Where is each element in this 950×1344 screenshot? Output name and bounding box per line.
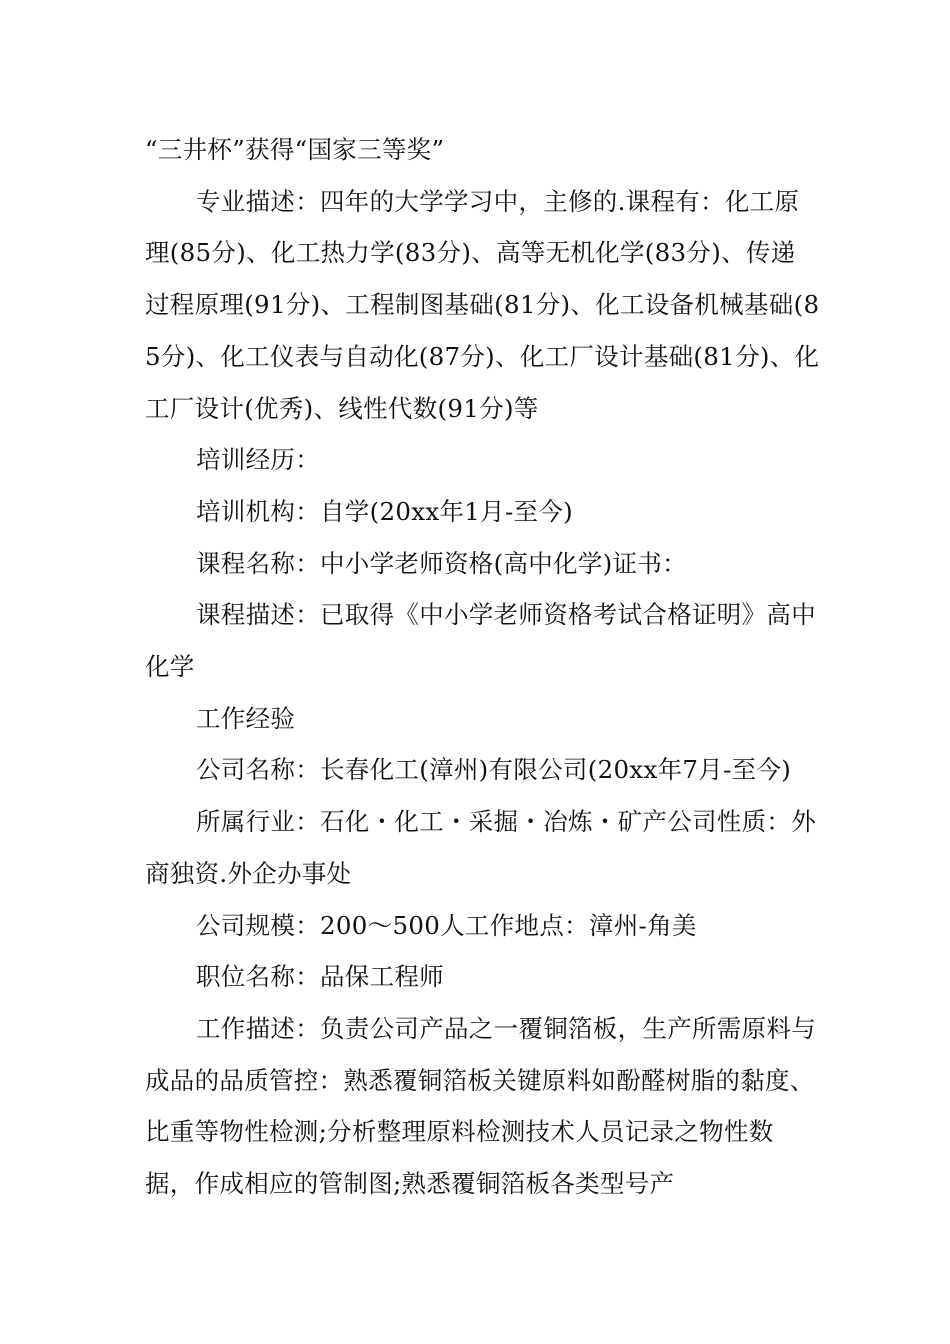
training-heading: 培训经历： (196, 445, 320, 475)
document-body (145, 124, 820, 1210)
job-description: 工作描述：负责公司产品之一覆铜箔板，生产所需原料与成品的品质管控：熟悉覆铜箔板关键原料如酚醛树脂的黏度、比重等物性检测;分析整理原料检测技术人员记录之物性数据，作成相应的管制图;熟悉覆铜箔板各类型号产 (145, 1013, 816, 1199)
training-institution: 培训机构：自学(20xx年1月-至今) (196, 496, 573, 526)
course-description: 课程描述：已取得《中小学老师资格考试合格证明》高中化学 (145, 600, 816, 682)
job-title: 职位名称：品保工程师 (196, 962, 444, 992)
course-name: 课程名称：中小学老师资格(高中化学)证书： (196, 548, 687, 578)
major-description-paragraph: 专业描述：四年的大学学习中，主修的.课程有：化工原理(85分)、化工热力学(83分)、高等无机化学(83分)、传递过程原理(91分)、工程制图基础(81分)、化工设备机械基础(85分)、化工仪表与自动化(87分)、化工厂设计基础(81分)、化工厂设计(优秀)、线性代数(91分)等 (145, 186, 820, 423)
company-size-and-location: 公司规模：200～500人工作地点：漳州-角美 (196, 910, 697, 940)
award-line: “三井杯”获得“国家三等奖” (145, 135, 445, 164)
work-experience-heading: 工作经验 (196, 703, 296, 733)
company-name: 公司名称：长春化工(漳州)有限公司(20xx年7月-至今) (196, 755, 792, 785)
industry-and-company-type: 所属行业：石化・化工・采掘・冶炼・矿产公司性质：外商独资.外企办事处 (145, 807, 816, 888)
